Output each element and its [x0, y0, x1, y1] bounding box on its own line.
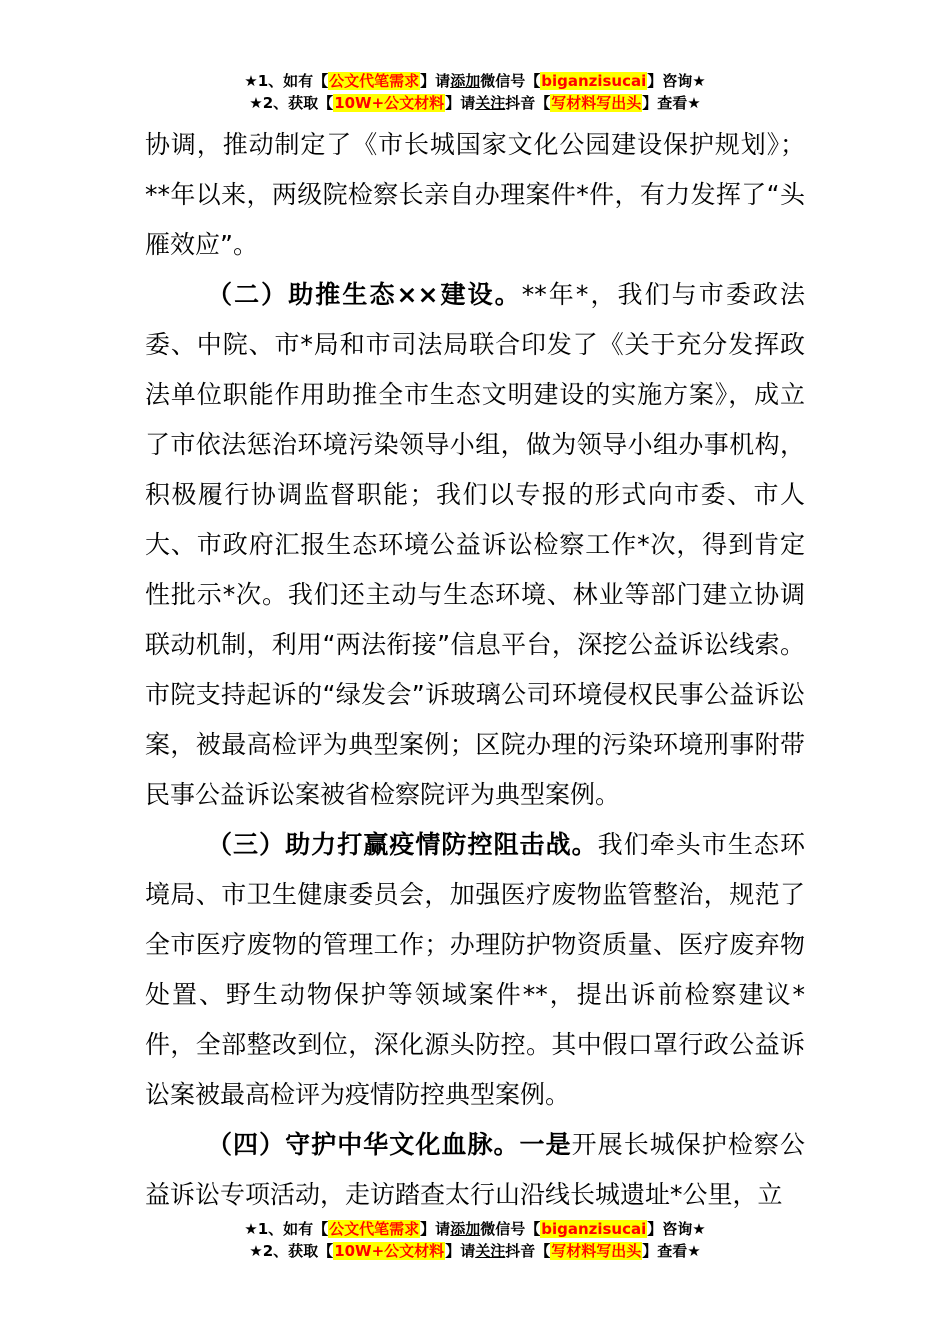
header-banner: [0, 70, 950, 114]
section-heading: （二）助推生态××建设。: [207, 280, 522, 309]
paragraph-epidemic: （三）助力打赢疫情防控阻击战。我们牵头市生态环境局、市卫生健康委员会，加强医疗废物监管整治，规范了全市医疗废物的管理工作；办理防护物资质量、医疗废弃物处置、野生动物保护等领域案件**，提出诉前检察建议*件，全部整改到位，深化源头防控。其中假口罩行政公益诉讼案被最高检评为疫情防控典型案例。: [145, 830, 805, 1109]
document-body: [145, 120, 805, 1220]
section-heading: （三）助力打赢疫情防控阻击战。: [207, 830, 598, 859]
highlight-service: 公文代笔需求: [329, 1220, 420, 1238]
highlight-materials: 10W+公文材料: [334, 94, 445, 112]
paragraph-ecology: （二）助推生态××建设。**年*，我们与市委政法委、中院、市*局和市司法局联合印发了《关于充分发挥政法单位职能作用助推全市生态文明建设的实施方案》，成立了市依法惩治环境污染领导小组，做为领导小组办事机构，积极履行协调监督职能；我们以专报的形式向市委、市人大、市政府汇报生态环境公益诉讼检察工作*次，得到肯定性批示*次。我们还主动与生态环境、林业等部门建立协调联动机制，利用“两法衔接”信息平台，深挖公益诉讼线索。市院支持起诉的“绿发会”诉玻璃公司环境侵权民事公益诉讼案，被最高检评为典型案例；区院办理的污染环境刑事附带民事公益诉讼案被省检察院评为典型案例。: [145, 280, 805, 809]
section-heading: （四）守护中华文化血脉。一是: [207, 1130, 572, 1159]
highlight-wechat-id: biganzisucai: [541, 72, 647, 90]
paragraph-culture: （四）守护中华文化血脉。一是开展长城保护检察公益诉讼专项活动，走访踏查太行山沿线长城遗址*公里，立: [145, 1130, 805, 1209]
banner-line-1: ★1、如有【公文代笔需求】请添加微信号【biganzisucai】咨询★: [244, 1220, 706, 1238]
highlight-douyin-account: 写材料写出头: [551, 94, 642, 112]
highlight-douyin-account: 写材料写出头: [551, 1242, 642, 1260]
paragraph-continuation: 协调，推动制定了《市长城国家文化公园建设保护规划》；**年以来，两级院检察长亲自办理案件*件，有力发挥了“头雁效应”。: [145, 130, 805, 259]
highlight-wechat-id: biganzisucai: [541, 1220, 647, 1238]
banner-line-2: ★2、获取【10W+公文材料】请关注抖音【写材料写出头】查看★: [249, 94, 701, 112]
footer-banner: [0, 1218, 950, 1262]
highlight-service: 公文代笔需求: [329, 72, 420, 90]
banner-line-2: ★2、获取【10W+公文材料】请关注抖音【写材料写出头】查看★: [249, 1242, 701, 1260]
highlight-materials: 10W+公文材料: [334, 1242, 445, 1260]
banner-line-1: ★1、如有【公文代笔需求】请添加微信号【biganzisucai】咨询★: [244, 72, 706, 90]
